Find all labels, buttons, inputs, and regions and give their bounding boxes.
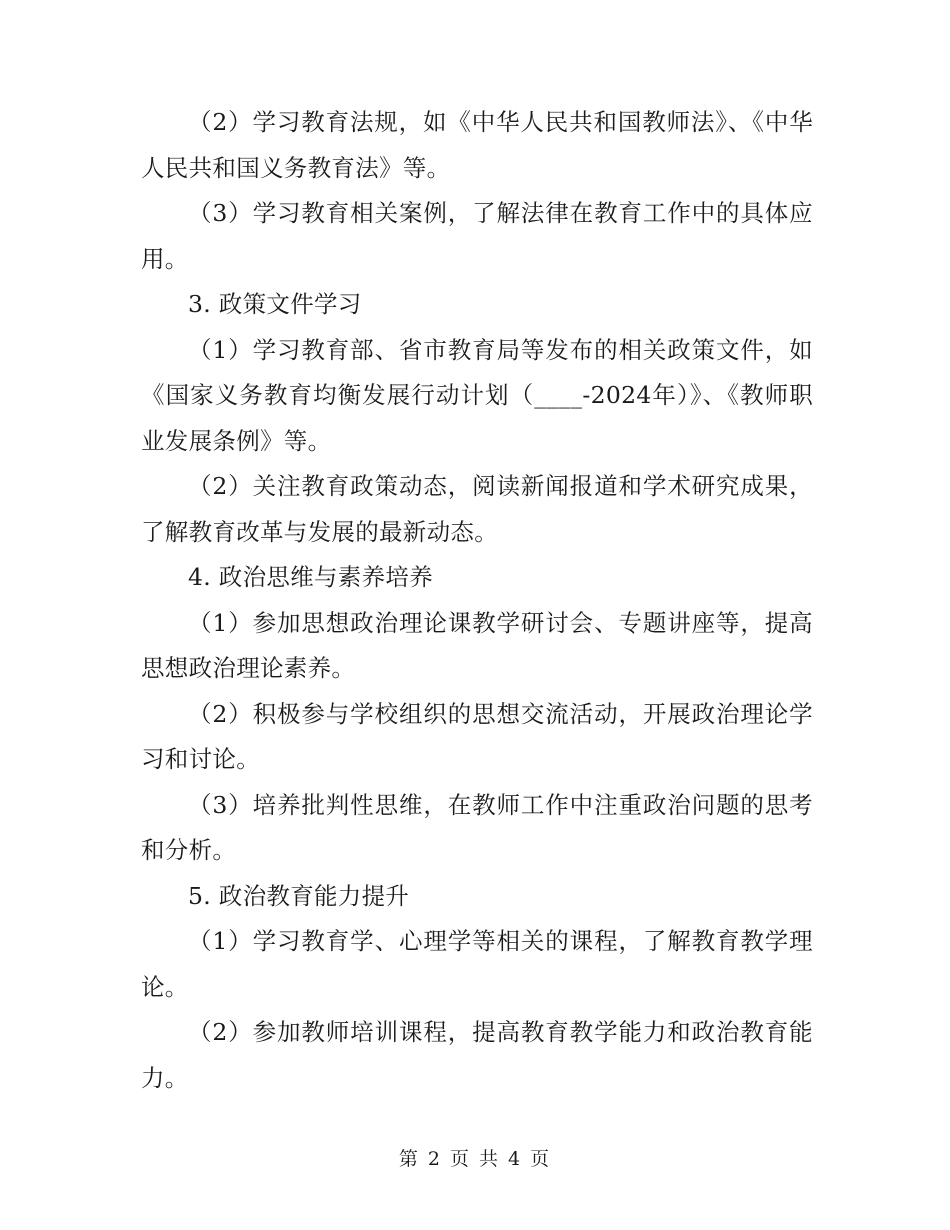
- paragraph-law-2: （2）学习教育法规，如《中华人民共和国教师法》、《中华人民共和国义务教育法》等。: [141, 108, 813, 182]
- paragraph-thinking-3: （3）培养批判性思维，在教师工作中注重政治问题的思考和分析。: [141, 790, 813, 864]
- section-heading-policy: 3. 政策文件学习: [188, 290, 362, 318]
- paragraph-thinking-2: （2）积极参与学校组织的思想交流活动，开展政治理论学习和讨论。: [141, 699, 813, 773]
- paragraph-policy-2: （2）关注教育政策动态，阅读新闻报道和学术研究成果，了解教育改革与发展的最新动态。: [141, 472, 813, 546]
- document-body: [141, 100, 813, 1101]
- section-heading-ability: 5. 政治教育能力提升: [188, 881, 410, 910]
- paragraph-thinking-1: （1）参加思想政治理论课教学研讨会、专题讲座等，提高思想政治理论素养。: [141, 608, 813, 682]
- section-heading-thinking: 4. 政治思维与素养培养: [188, 563, 433, 591]
- page-number-footer: 第 2 页 共 4 页: [398, 1148, 552, 1170]
- paragraph-ability-1: （1）学习教育学、心理学等相关的课程，了解教育教学理论。: [141, 927, 813, 1001]
- paragraph-law-3: （3）学习教育相关案例，了解法律在教育工作中的具体应用。: [141, 199, 813, 273]
- paragraph-ability-2: （2）参加教师培训课程，提高教育教学能力和政治教育能力。: [141, 1018, 813, 1092]
- paragraph-policy-1: （1）学习教育部、省市教育局等发布的相关政策文件，如《国家义务教育均衡发展行动计划（____-2024年）》、《教师职业发展条例》等。: [141, 335, 813, 455]
